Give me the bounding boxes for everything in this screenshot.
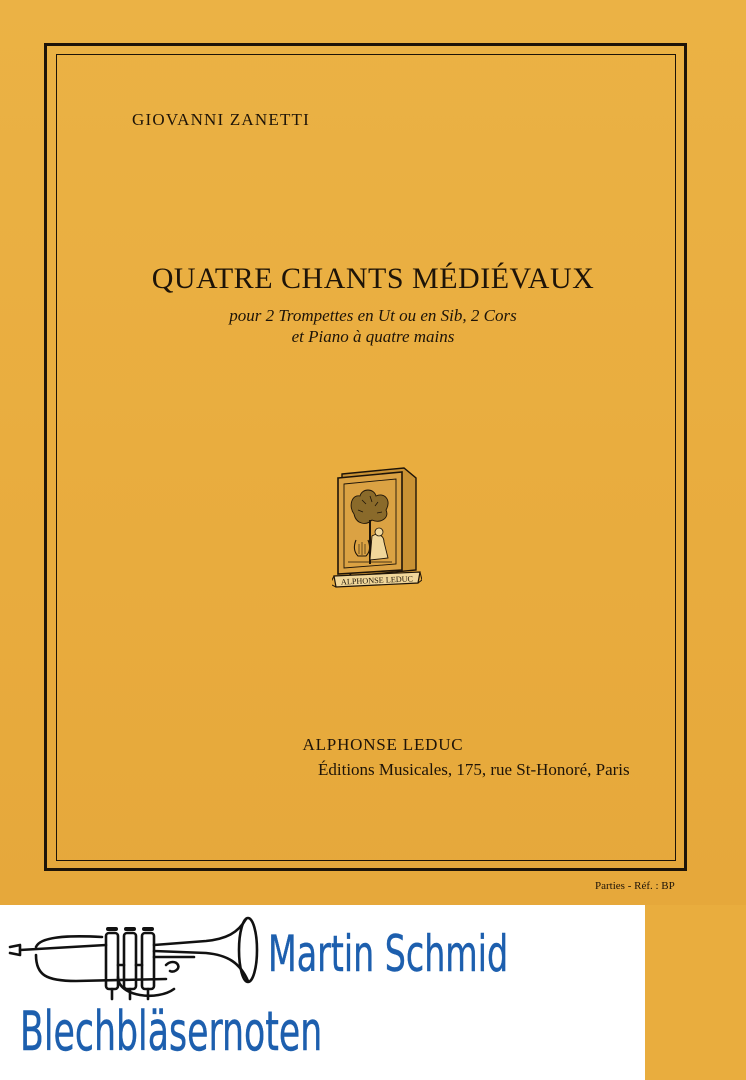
instrumentation-line-1: pour 2 Trompettes en Ut ou en Sib, 2 Cors bbox=[229, 306, 517, 325]
composer-name: GIOVANNI ZANETTI bbox=[132, 110, 310, 129]
banner-seller-name: Martin Schmid bbox=[268, 925, 509, 983]
trumpet-icon bbox=[6, 905, 268, 1015]
reference-number: Parties - Réf. : BP bbox=[595, 880, 675, 892]
logo-ribbon-text: ALPHONSE LEDUC bbox=[340, 574, 414, 587]
publisher-address: Éditions Musicales, 175, rue St-Honoré, Paris bbox=[318, 760, 630, 779]
publisher-logo bbox=[332, 466, 422, 596]
instrumentation-line-2: et Piano à quatre mains bbox=[291, 327, 455, 346]
banner-seller-tagline: Blechbläsernoten bbox=[20, 1000, 323, 1063]
work-title: QUATRE CHANTS MÉDIÉVAUX bbox=[151, 262, 595, 295]
publisher-name: ALPHONSE LEDUC bbox=[302, 735, 464, 754]
seller-banner bbox=[0, 905, 645, 1080]
